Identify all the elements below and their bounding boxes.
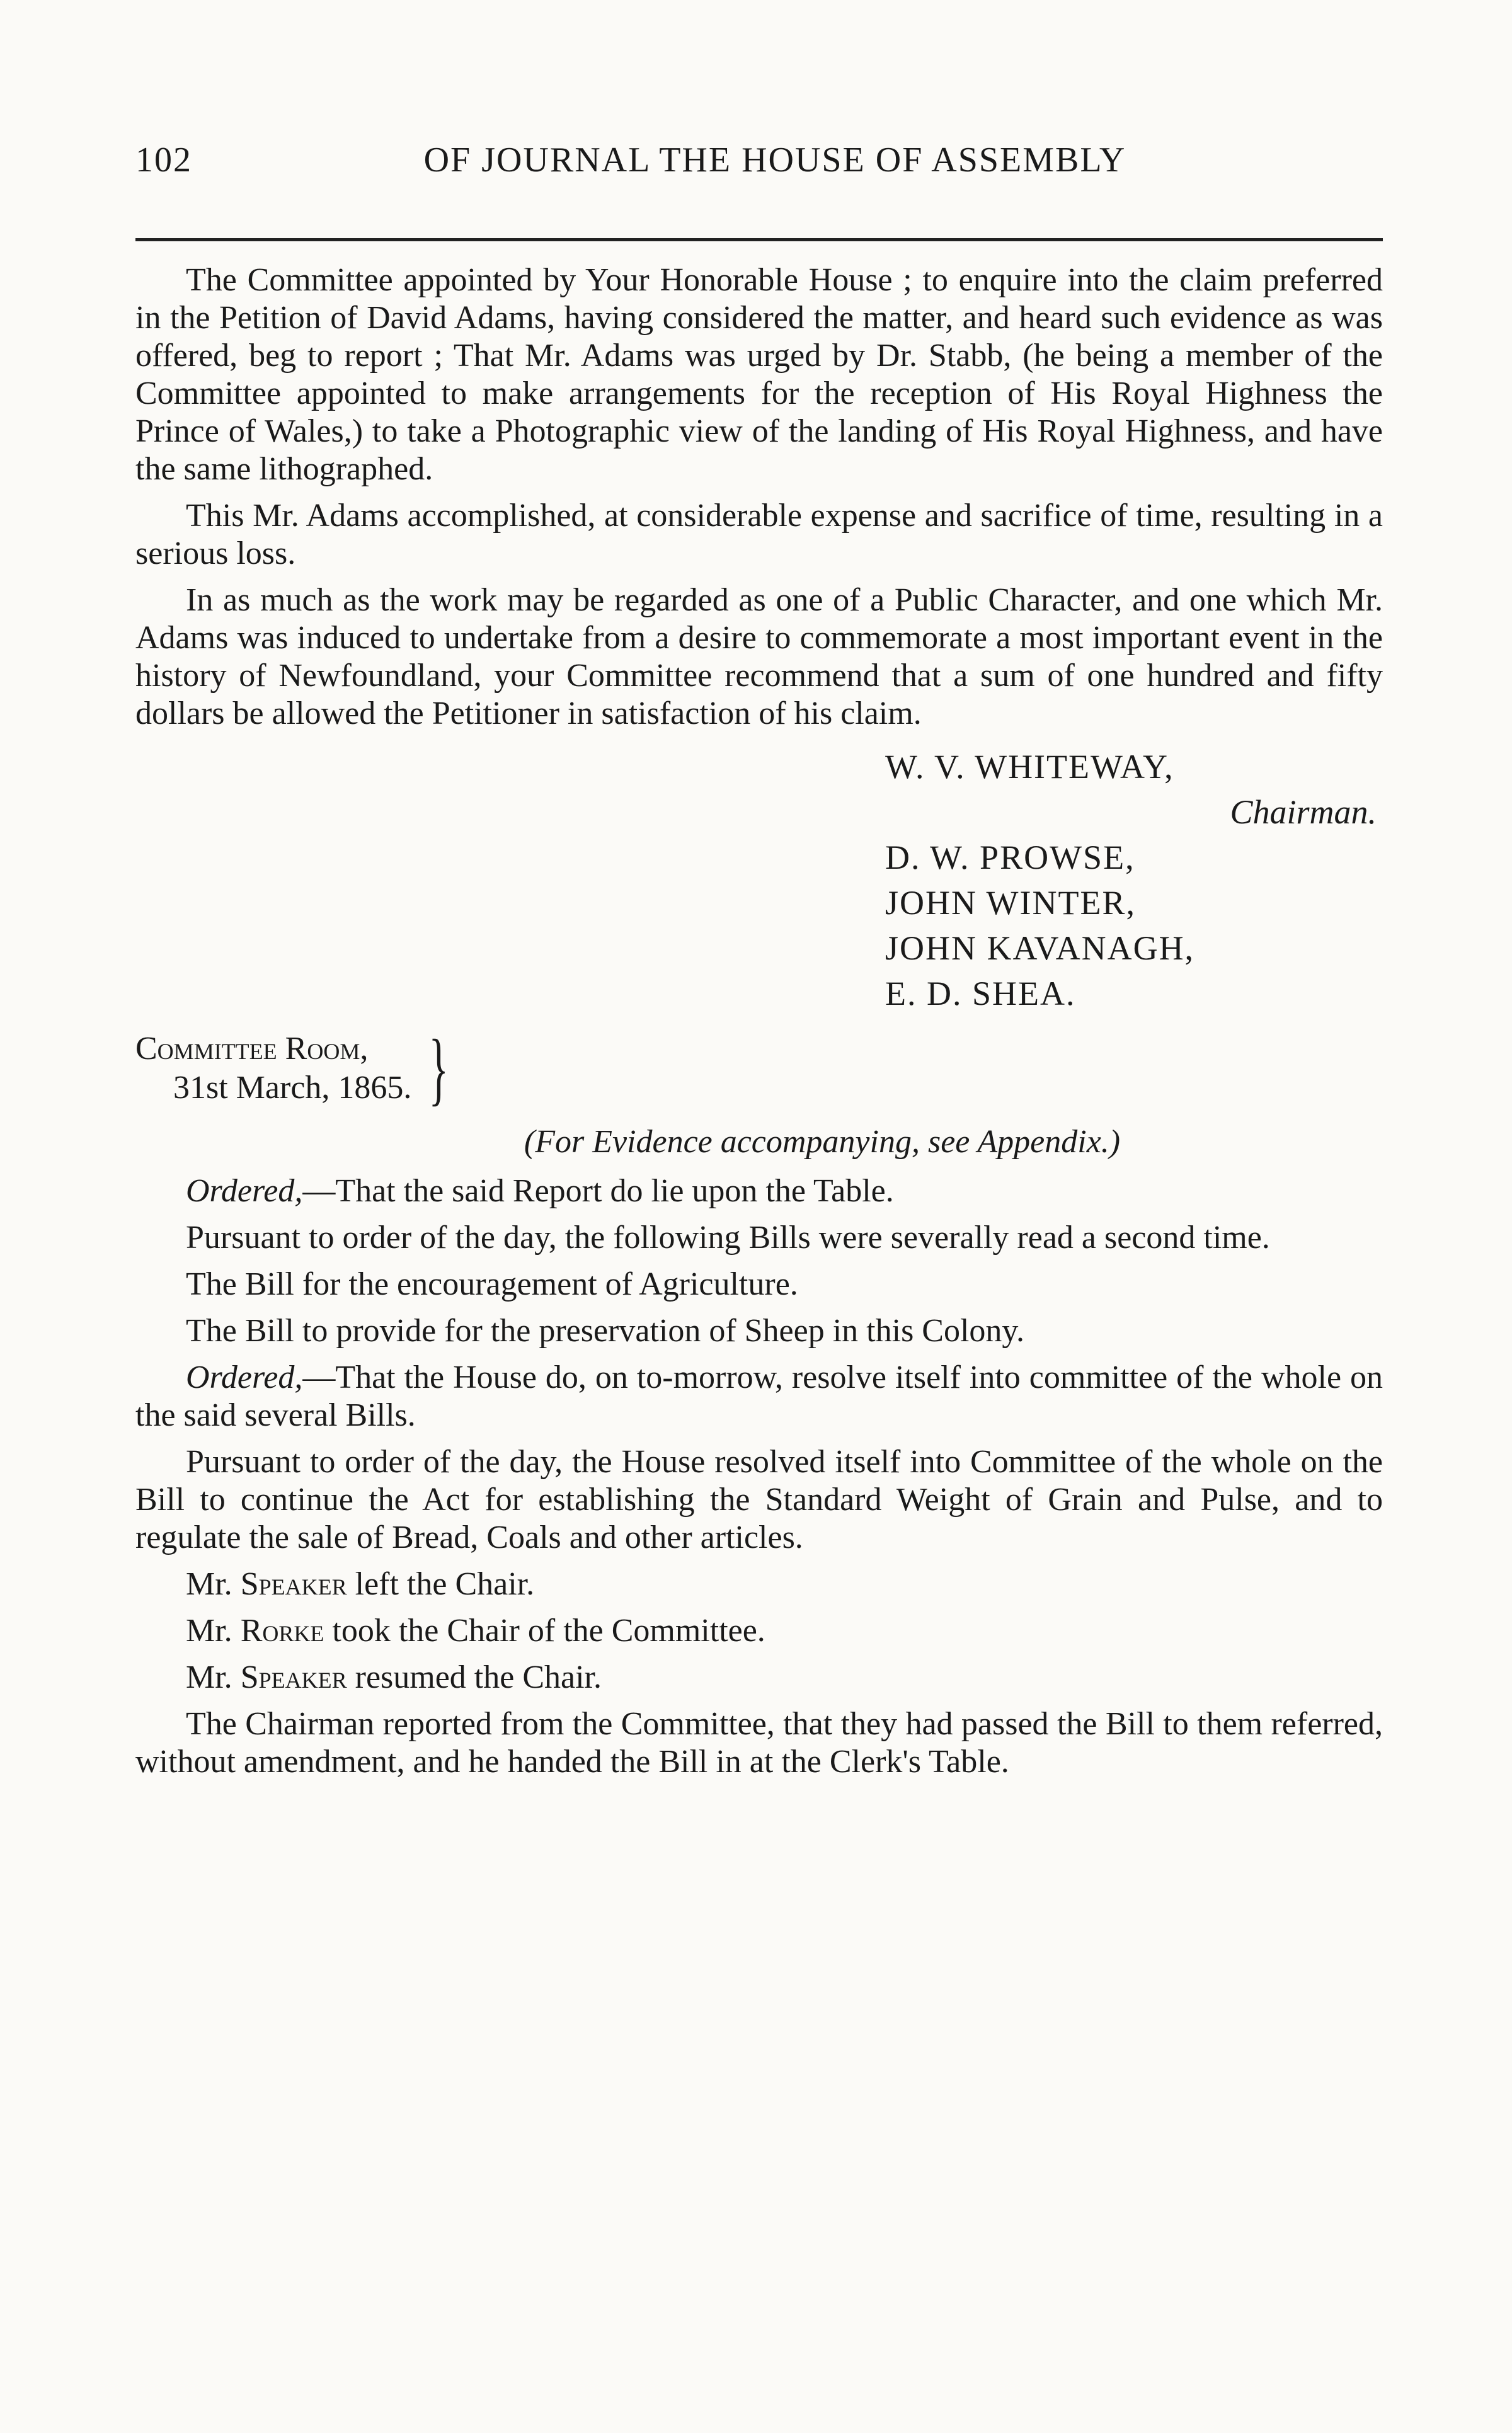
final-paragraph: The Chairman reported from the Committee, that they had passed the Bill to them referred, without amendment, and he handed the Bill in at the Clerk's Table. <box>135 1706 1383 1780</box>
ordered-label: Ordered, <box>186 1173 303 1209</box>
speaker-name: Speaker <box>240 1659 347 1695</box>
page-number: 102 <box>135 140 192 180</box>
report-paragraph-1: The Committee appointed by Your Honorable House ; to enquire into the claim preferred in the Petition of David Adams, having considered the matter, and heard such evidence as was offered, beg to report ; That Mr. Adams was urged by Dr. Stabb, (he being a member of the Committee appointed to make arrangements for the reception of His Royal Highness the Prince of Wales,) to take a Photographic view of the landing of His Royal Highness, and have the same lithographed. <box>135 262 1383 487</box>
ordered-label: Ordered, <box>186 1360 303 1395</box>
room-date: 31st March, 1865. <box>173 1070 412 1106</box>
bill-item: The Bill for the encouragement of Agriculture. <box>186 1266 798 1302</box>
member-name: JOHN KAVANAGH, <box>885 929 1195 967</box>
room-label: Committee Room, <box>135 1031 369 1067</box>
brace-glyph: } <box>429 1023 449 1114</box>
member-name: JOHN WINTER, <box>885 884 1136 922</box>
member-name: E. D. SHEA. <box>885 975 1076 1012</box>
page-header <box>135 140 1383 180</box>
ordered-text: —That the said Report do lie upon the Table. <box>302 1173 894 1209</box>
rorke-name: Rorke <box>240 1613 324 1649</box>
bill-item: The Bill to provide for the preservation of Sheep in this Colony. <box>186 1313 1025 1349</box>
header-rule <box>135 238 1383 241</box>
speaker-left-line: Mr. Speaker left the Chair. <box>186 1566 535 1602</box>
rorke-chair-line: Mr. Rorke took the Chair of the Committee. <box>186 1613 765 1649</box>
ordered-text: —That the House do, on to-morrow, resolve itself into committee of the whole on the said several Bills. <box>135 1360 1383 1433</box>
speaker-name: Speaker <box>240 1566 347 1602</box>
report-paragraph-2: This Mr. Adams accomplished, at considerable expense and sacrifice of time, resulting in a serious loss. <box>135 498 1383 571</box>
running-title: OF JOURNAL THE HOUSE OF ASSEMBLY <box>423 140 1126 180</box>
evidence-note: (For Evidence accompanying, see Appendix.) <box>524 1124 1121 1160</box>
chairman-name: W. V. WHITEWAY, <box>885 748 1174 786</box>
speaker-resumed-line: Mr. Speaker resumed the Chair. <box>186 1659 602 1695</box>
report-paragraph-3: In as much as the work may be regarded as one of a Public Character, and one which Mr. Adams was induced to undertake from a desire to commemorate a most important event in the history of Newfoundland, your Committee recommend that a sum of one hundred and fifty dollars be allowed the Petitioner in satisfaction of his claim. <box>135 582 1383 731</box>
signatures <box>885 744 1383 1016</box>
ordered-paragraph-2 <box>135 1359 1383 1434</box>
member-name: D. W. PROWSE, <box>885 839 1135 876</box>
page-body <box>135 261 1383 1790</box>
chairman-title: Chairman. <box>1230 793 1377 831</box>
committee-room-dateline <box>135 1023 1383 1114</box>
committee-paragraph: Pursuant to order of the day, the House resolved itself into Committee of the whole on the Bill to continue the Act for establishing the Standard Weight of Grain and Pulse, and to regulate the sale of Bread, Coals and other articles. <box>135 1444 1383 1555</box>
bills-intro: Pursuant to order of the day, the following Bills were severally read a second time. <box>186 1220 1270 1256</box>
ordered-paragraph-1 <box>135 1172 1383 1210</box>
